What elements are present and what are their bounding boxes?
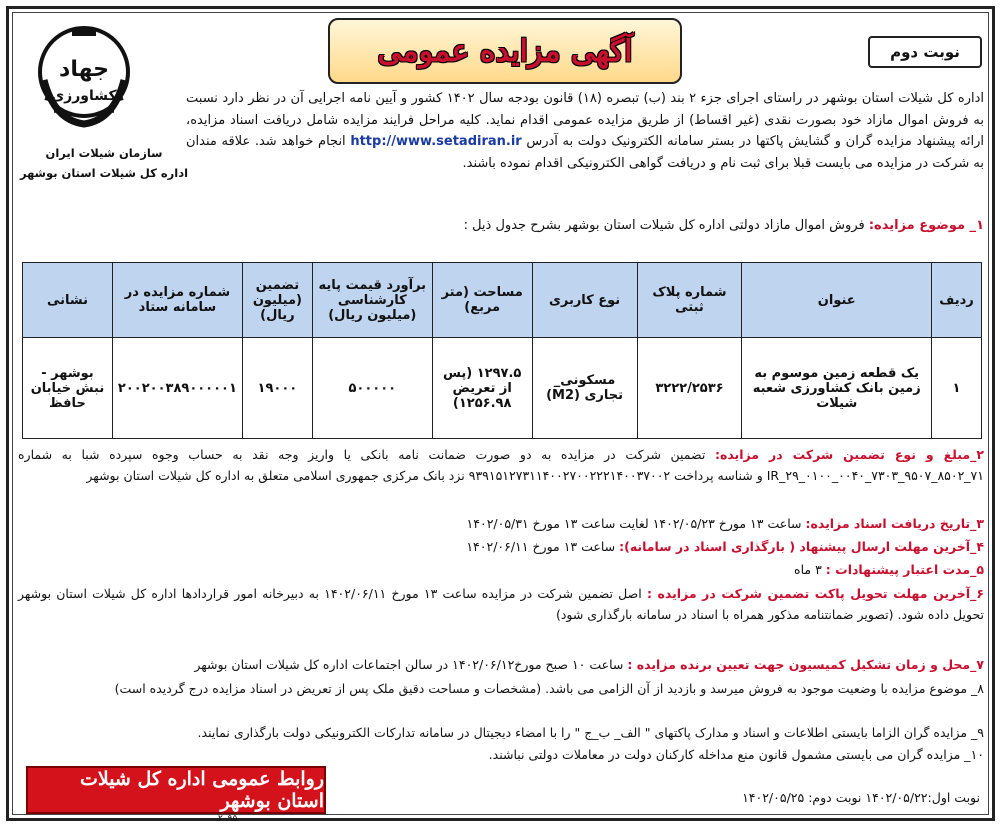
title-banner xyxy=(328,18,682,84)
column-header: نشانی xyxy=(23,263,113,338)
section-label: ۳_تاریخ دریافت اسناد مزایده: xyxy=(805,516,984,531)
section-label: ۲_مبلغ و نوع تضمین شرکت در مزایده: xyxy=(714,447,984,462)
column-header: ردیف xyxy=(932,263,982,338)
auction-table xyxy=(22,262,982,439)
section-guarantee xyxy=(18,444,984,486)
section-condition xyxy=(18,678,984,699)
section-text: ساعت ۱۰ صبح مورخ۱۴۰۲/۰۶/۱۲ در سالن اجتماعات اداره کل شیلات استان بوشهر xyxy=(194,657,624,672)
subject-label: ۱_ موضوع مزایده: xyxy=(868,218,984,233)
column-header: شماره پلاک ثبتی xyxy=(637,263,742,338)
table-cell: ۵۰۰۰۰۰ xyxy=(312,338,432,439)
table-cell: بوشهر - نبش خیابان حافظ xyxy=(23,338,113,439)
intro-paragraph xyxy=(186,88,984,174)
table-cell: ۱۲۹۷.۵ (پس از تعریض ۱۲۵۶.۹۸) xyxy=(432,338,532,439)
footer-banner xyxy=(26,766,326,814)
logo-emblem-icon xyxy=(34,20,134,130)
section-guarantee-delivery xyxy=(18,583,984,625)
section-validity xyxy=(18,559,984,580)
table-cell: مسکونی_ تجاری (M2) xyxy=(532,338,637,439)
section-text: تضمین شرکت در مزایده به دو صورت ضمانت نامه بانکی یا واریز وجه نقد به حساب وجوه سپرده شبا به شماره IR_۲۹_۰۱۰۰_۰۰۴۰_۷۳۰۳_۹۵۰۷_۸۵۰۲_۷۱ و شناسه پرداخت ۹۳۹۱۵۱۲۷۳۱۱۴۰۰۲۷۰۰۲۲۲۱۴۰۰۳۷۰۰۲ نزد بانک مرکزی جمهوری اسلامی متعلق به اداره کل شیلات استان بوشهر xyxy=(18,447,984,483)
org-name: سازمان شیلات ایران xyxy=(45,146,163,160)
section-text: ۱۰_ مزایده گران می بایستی مشمول قانون منع مداخله کارکنان دولت در معاملات دولتی نباشند. xyxy=(488,747,984,762)
section-label: ۵_مدت اعتبار پیشنهادات : xyxy=(825,562,984,577)
logo-text-top: جهاد xyxy=(59,57,109,82)
section-text: ۹_ مزایده گران الزاما بایستی اطلاعات و اسناد و مدارک پاکتهای " الف_ ب_ج " را با امضاء دیجیتال در سامانه تدارکات الکترونیکی دولت بارگذاری نمایند. xyxy=(197,725,984,740)
jahad-keshavarzi-logo xyxy=(34,20,134,130)
section-text: ساعت ۱۳ مورخ ۱۴۰۲/۰۶/۱۱ xyxy=(466,539,616,554)
column-header: عنوان xyxy=(742,263,932,338)
setadiran-link[interactable]: http://www.setadiran.ir xyxy=(350,134,522,149)
table-header-row xyxy=(23,263,982,338)
section-submission-deadline xyxy=(18,536,984,557)
table-cell: ۲۰۰۲۰۰۳۸۹۰۰۰۰۰۱ xyxy=(112,338,242,439)
section-text: ساعت ۱۳ مورخ ۱۴۰۲/۰۵/۲۳ لغایت ساعت ۱۳ مورخ ۱۴۰۲/۰۵/۳۱ xyxy=(466,516,802,531)
intro-text-2: انجام خواهد شد. علاقه مندان به شرکت در مزایده می بایست قبلا برای ثبت نام و دریافت گواهی الکترونیکی اقدام نموده باشند. xyxy=(186,134,984,171)
section-commission xyxy=(18,654,984,675)
section-restriction xyxy=(330,744,984,765)
column-header: شماره مزایده در سامانه ستاد xyxy=(112,263,242,338)
table-cell: ۱ xyxy=(932,338,982,439)
intro-text-1: اداره کل شیلات استان بوشهر در راستای اجرای جزء ۲ بند (ب) تبصره (۱۸) قانون بودجه سال ۱۴۰۲ کشور و آیین نامه اجرایی آن در نظر دارد نسبت به فروش اموال مازاد خود بصورت نقدی (غیر اقساط) از طریق مزایده عمومی اقدام نماید. کلیه مراحل فرایند مزایده شامل دریافت اسناد مزایده، ارائه پیشنهاد مزایده گران و گشایش پاکتها در بستر سامانه الکترونیک دولت به آدرس xyxy=(186,91,984,149)
table-cell: ۱۹۰۰۰ xyxy=(242,338,312,439)
logo-text-bottom: کشاورزی xyxy=(51,88,117,104)
column-header: برآورد قیمت پایه کارشناسی (میلیون ریال) xyxy=(312,263,432,338)
section-text: ۳ ماه xyxy=(794,562,822,577)
section-documents-date xyxy=(18,513,984,534)
table-cell: یک قطعه زمین موسوم به زمین بانک کشاورزی شعبه شیلات xyxy=(742,338,932,439)
section-text: ۸_ موضوع مزایده با وضعیت موجود به فروش میرسد و بازدید از آن الزامی می باشد. (مشخصات و مساحت دقیق ملک پس از تعریض در اسناد مزایده درج گردیده است) xyxy=(114,681,984,696)
table-row xyxy=(23,338,982,439)
section-text: اصل تضمین شرکت در مزایده ساعت ۱۳ مورخ ۱۴۰۲/۰۶/۱۱ به دبیرخانه امور قراردادها اداره کل شیلات استان بوشهر تحویل داده شود. (تصویر ضمانتنامه مذکور همراه با اسناد در سامانه بارگذاری شود) xyxy=(18,586,984,622)
footer-code: ۲۰۹۵ xyxy=(218,814,238,824)
publish-dates: نوبت اول:۱۴۰۲/۰۵/۲۲ نوبت دوم: ۱۴۰۲/۰۵/۲۵ xyxy=(742,790,980,805)
column-header: تضمین (میلیون ریال) xyxy=(242,263,312,338)
subject-line xyxy=(300,218,984,233)
round-badge: نوبت دوم xyxy=(868,36,982,68)
org-department: اداره کل شیلات استان بوشهر xyxy=(19,166,189,180)
section-label: ۶_آخرین مهلت تحویل پاکت تضمین شرکت در مزایده : xyxy=(646,586,984,601)
table-cell: ۳۲۲۲/۲۵۳۶ xyxy=(637,338,742,439)
section-label: ۷_محل و زمان تشکیل کمیسیون جهت تعیین برنده مزایده : xyxy=(627,657,984,672)
footer-text: روابط عمومی اداره کل شیلات استان بوشهر xyxy=(79,768,324,812)
section-label: ۴_آخرین مهلت ارسال پیشنهاد ( بارگذاری اسناد در سامانه): xyxy=(619,539,984,554)
column-header: مساحت (متر مربع) xyxy=(432,263,532,338)
page-title: آگهی مزایده عمومی xyxy=(377,33,633,69)
subject-text: فروش اموال مازاد دولتی اداره کل شیلات استان بوشهر بشرح جدول ذیل : xyxy=(463,218,865,233)
section-upload xyxy=(18,722,984,743)
column-header: نوع کاربری xyxy=(532,263,637,338)
